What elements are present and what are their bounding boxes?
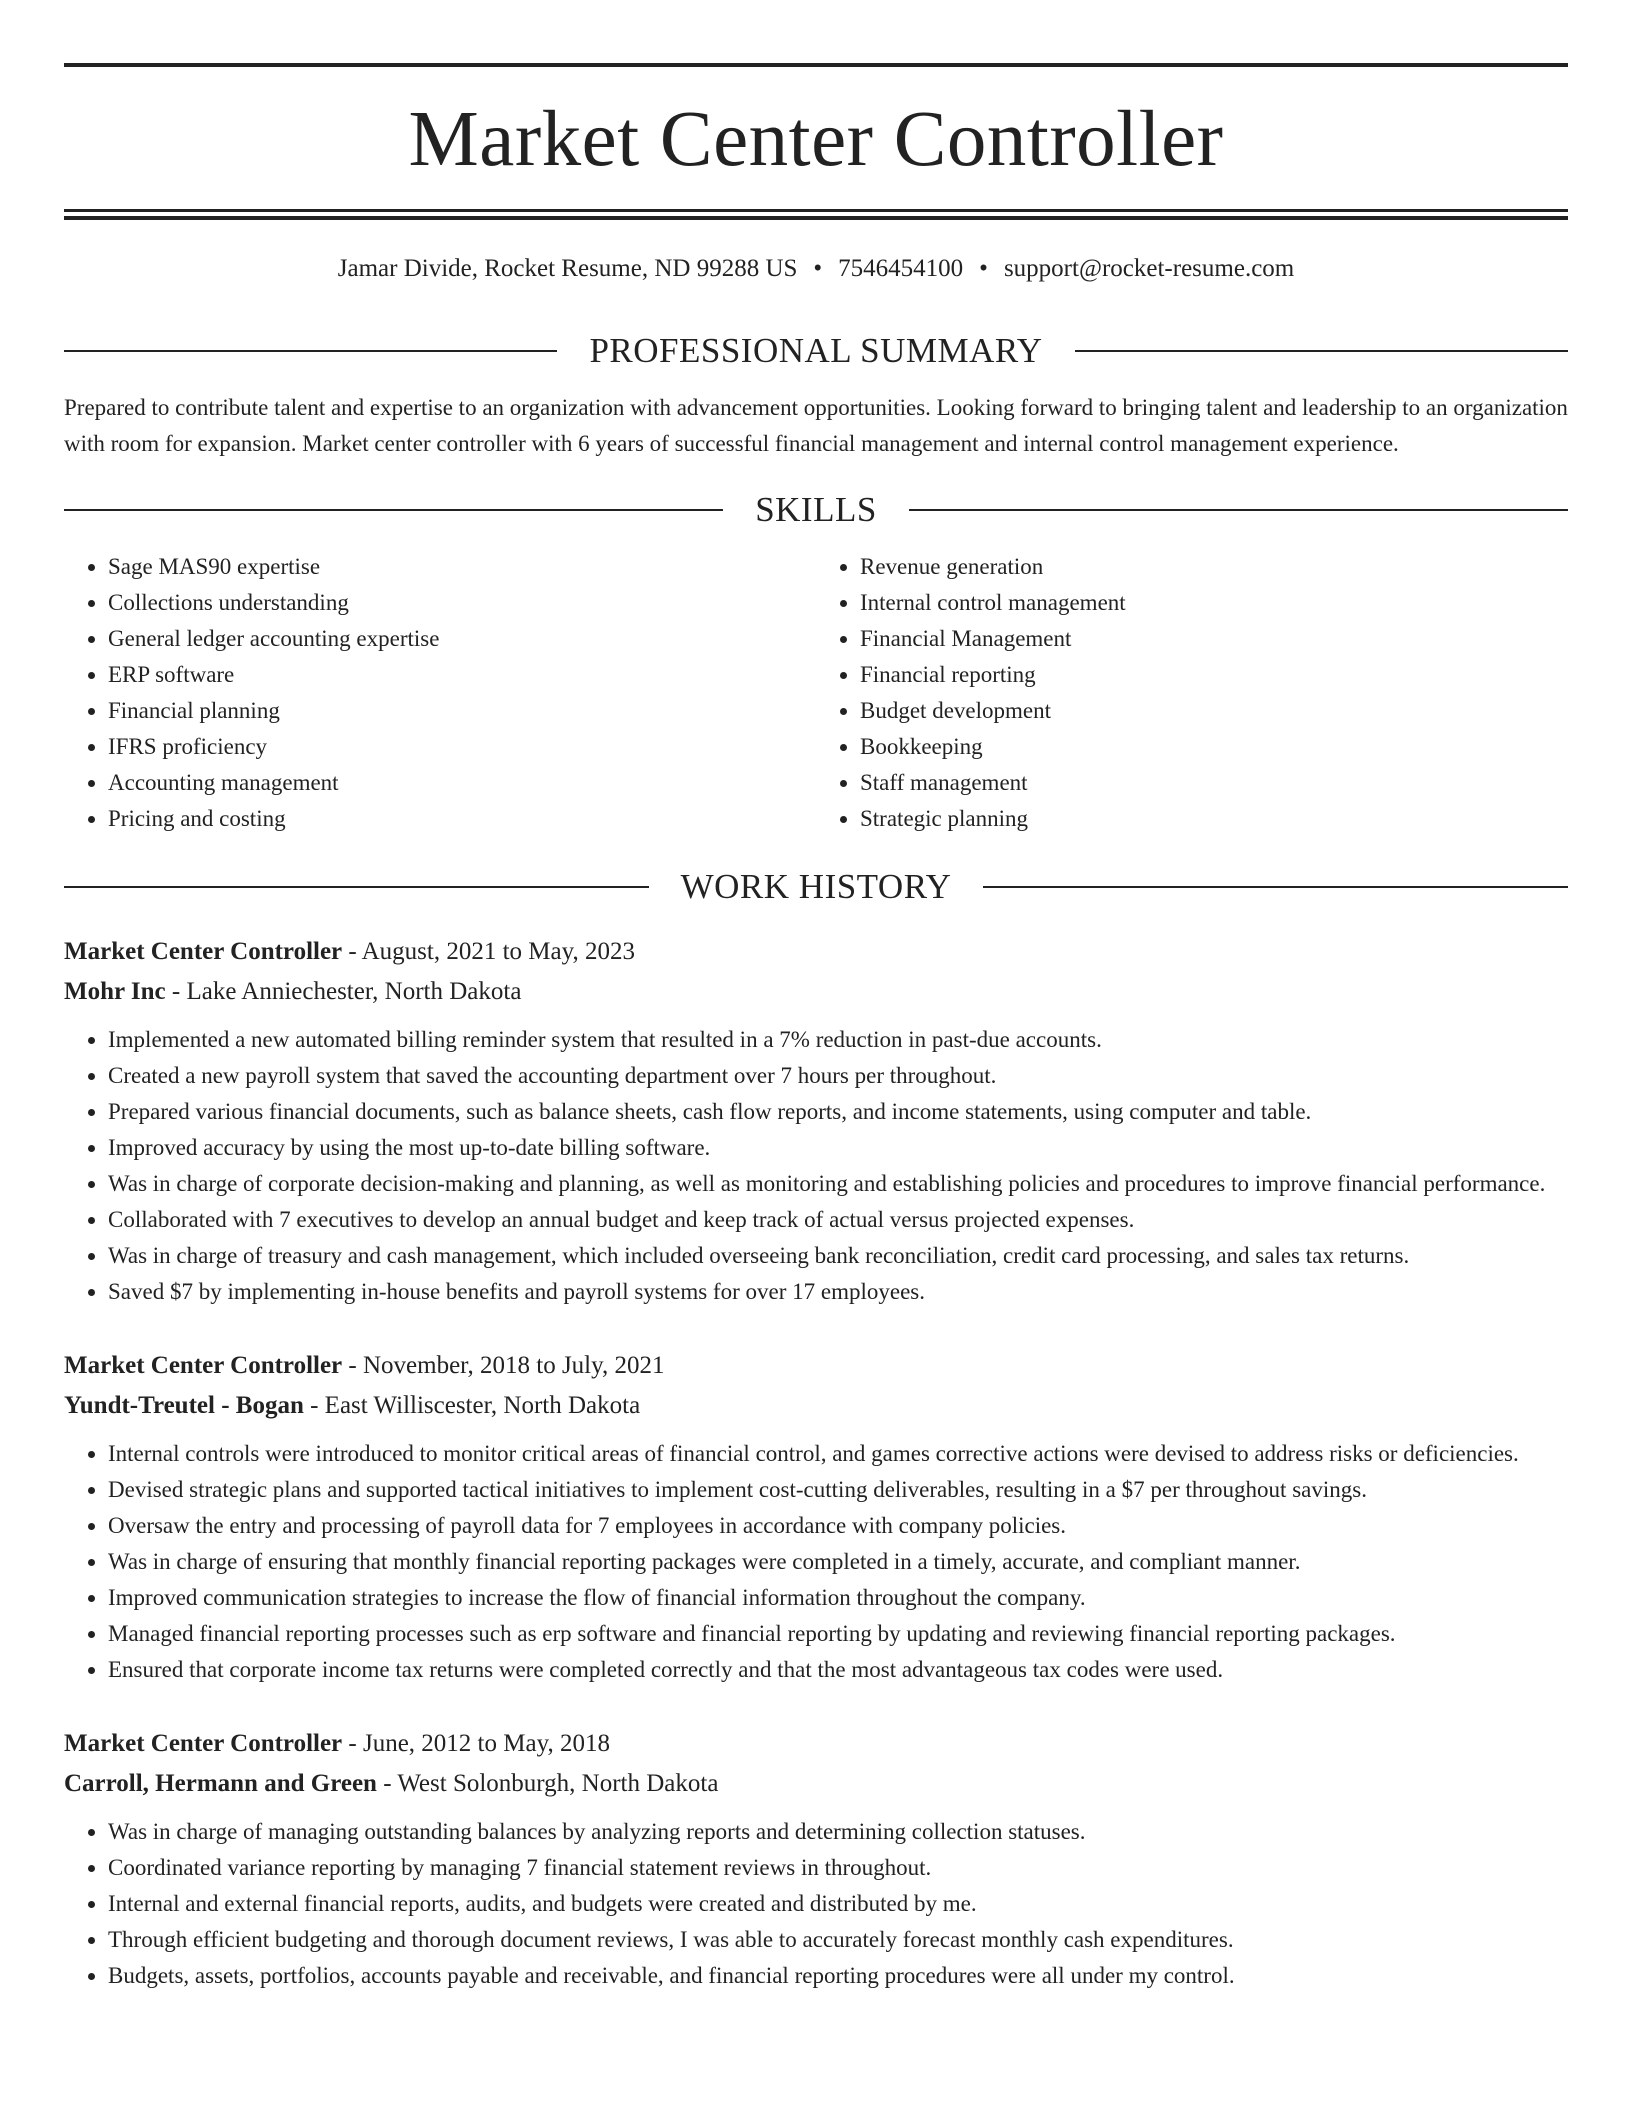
skill-item: • Financial planning	[108, 693, 816, 729]
job-bullets	[64, 1022, 1568, 1310]
skill-item: • Internal control management	[860, 585, 1568, 621]
job-dates: - June, 2012 to May, 2018	[342, 1730, 610, 1757]
job-location: - East Williscester, North Dakota	[303, 1392, 641, 1419]
job-bullet: • Coordinated variance reporting by managing 7 financial statement reviews in throughout.	[108, 1850, 1568, 1886]
job-bullet: • Devised strategic plans and supported tactical initiatives to implement cost-cutting deliverables, resulting in a $7 per throughout savings.	[108, 1472, 1568, 1508]
skill-item: • Sage MAS90 expertise	[108, 549, 816, 585]
job-bullet: • Improved accuracy by using the most up-to-date billing software.	[108, 1130, 1568, 1166]
job-bullet: • Saved $7 by implementing in-house benefits and payroll systems for over 17 employees.	[108, 1274, 1568, 1310]
job-bullets	[64, 1814, 1568, 1994]
skill-item: • Staff management	[860, 765, 1568, 801]
heading-rule-right	[909, 509, 1568, 511]
job-company-line	[64, 972, 1568, 1012]
job-bullet: • Improved communication strategies to increase the flow of financial information throughout the company.	[108, 1580, 1568, 1616]
work-heading	[64, 869, 1568, 904]
double-rule	[64, 209, 1568, 220]
job-bullet: • Ensured that corporate income tax returns were completed correctly and that the most advantageous tax codes were used.	[108, 1652, 1568, 1688]
job-dates: - August, 2021 to May, 2023	[342, 938, 635, 965]
job-company-line	[64, 1764, 1568, 1804]
job-location: - Lake Anniechester, North Dakota	[165, 978, 522, 1005]
summary-title: PROFESSIONAL SUMMARY	[589, 331, 1043, 370]
job-bullet: • Collaborated with 7 executives to develop an annual budget and keep track of actual versus projected expenses.	[108, 1202, 1568, 1238]
job-entry	[64, 932, 1568, 1310]
heading-rule-left	[64, 509, 723, 511]
job-bullet: • Prepared various financial documents, such as balance sheets, cash flow reports, and income statements, using computer and table.	[108, 1094, 1568, 1130]
skill-item: • Bookkeeping	[860, 729, 1568, 765]
skill-item: • General ledger accounting expertise	[108, 621, 816, 657]
job-bullet: • Created a new payroll system that saved the accounting department over 7 hours per throughout.	[108, 1058, 1568, 1094]
job-company: Mohr Inc	[64, 978, 166, 1005]
heading-rule-left	[64, 886, 649, 888]
job-bullet: • Was in charge of ensuring that monthly financial reporting packages were completed in a timely, accurate, and compliant manner.	[108, 1544, 1568, 1580]
job-bullet: • Was in charge of treasury and cash management, which included overseeing bank reconciliation, credit card processing, and sales tax returns.	[108, 1238, 1568, 1274]
job-bullet: • Through efficient budgeting and thorough document reviews, I was able to accurately forecast monthly cash expenditures.	[108, 1922, 1568, 1958]
job-bullets	[64, 1436, 1568, 1688]
job-location: - West Solonburgh, North Dakota	[376, 1770, 719, 1797]
skills-column-right	[816, 549, 1568, 837]
job-bullet: • Budgets, assets, portfolios, accounts payable and receivable, and financial reporting procedures were all under my control.	[108, 1958, 1568, 1994]
resume-title: Market Center Controller	[408, 96, 1224, 183]
job-bullet: • Managed financial reporting processes such as erp software and financial reporting by updating and reviewing financial reporting packages.	[108, 1616, 1568, 1652]
job-title: Market Center Controller	[64, 1352, 343, 1379]
heading-rule-right	[1075, 350, 1568, 352]
job-title-line	[64, 1346, 1568, 1386]
summary-heading	[64, 333, 1568, 368]
job-company: Yundt-Treutel - Bogan	[64, 1392, 304, 1419]
skill-item: • Financial Management	[860, 621, 1568, 657]
job-title-line	[64, 932, 1568, 972]
summary-text: Prepared to contribute talent and expertise to an organization with advancement opportunities. Looking forward to bringing talent and leadership to an organization with room for expansion. Market center controller with 6 years of successful financial management and internal control management experience.	[64, 395, 1568, 456]
contact-address: Jamar Divide, Rocket Resume, ND 99288 US	[337, 255, 798, 282]
skill-item: • IFRS proficiency	[108, 729, 816, 765]
top-rule	[64, 63, 1568, 67]
heading-rule-right	[983, 886, 1568, 888]
skill-item: • Pricing and costing	[108, 801, 816, 837]
job-bullet: • Implemented a new automated billing reminder system that resulted in a 7% reduction in past-due accounts.	[108, 1022, 1568, 1058]
job-dates: - November, 2018 to July, 2021	[342, 1352, 665, 1379]
job-title: Market Center Controller	[64, 938, 343, 965]
contact-separator: •	[979, 255, 988, 282]
contact-email[interactable]: support@rocket-resume.com	[1003, 255, 1295, 282]
job-company: Carroll, Hermann and Green	[64, 1770, 377, 1797]
job-bullet: • Oversaw the entry and processing of payroll data for 7 employees in accordance with company policies.	[108, 1508, 1568, 1544]
contact-phone[interactable]: 7546454100	[838, 255, 964, 282]
job-title-line	[64, 1724, 1568, 1764]
skill-item: • ERP software	[108, 657, 816, 693]
job-bullet: • Internal controls were introduced to monitor critical areas of financial control, and games corrective actions were devised to address risks or deficiencies.	[108, 1436, 1568, 1472]
skills-heading	[64, 492, 1568, 527]
contact-separator: •	[813, 255, 823, 282]
job-title: Market Center Controller	[64, 1730, 343, 1757]
skill-item: • Strategic planning	[860, 801, 1568, 837]
job-bullet: • Internal and external financial reports, audits, and budgets were created and distributed by me.	[108, 1886, 1568, 1922]
skill-item: • Revenue generation	[860, 549, 1568, 585]
work-title: WORK HISTORY	[680, 867, 952, 906]
skill-item: • Accounting management	[108, 765, 816, 801]
job-bullet: • Was in charge of corporate decision-making and planning, as well as monitoring and establishing policies and procedures to improve financial performance.	[108, 1166, 1568, 1202]
skill-item: • Budget development	[860, 693, 1568, 729]
skills-column-left	[64, 549, 816, 837]
job-entry	[64, 1724, 1568, 1994]
job-entry	[64, 1346, 1568, 1688]
skills-title: SKILLS	[755, 490, 877, 529]
contact-line	[64, 256, 1568, 281]
heading-rule-left	[64, 350, 557, 352]
job-bullet: • Was in charge of managing outstanding balances by analyzing reports and determining collection statuses.	[108, 1814, 1568, 1850]
skills-list	[64, 549, 1568, 837]
skill-item: • Financial reporting	[860, 657, 1568, 693]
skill-item: • Collections understanding	[108, 585, 816, 621]
job-company-line	[64, 1386, 1568, 1426]
